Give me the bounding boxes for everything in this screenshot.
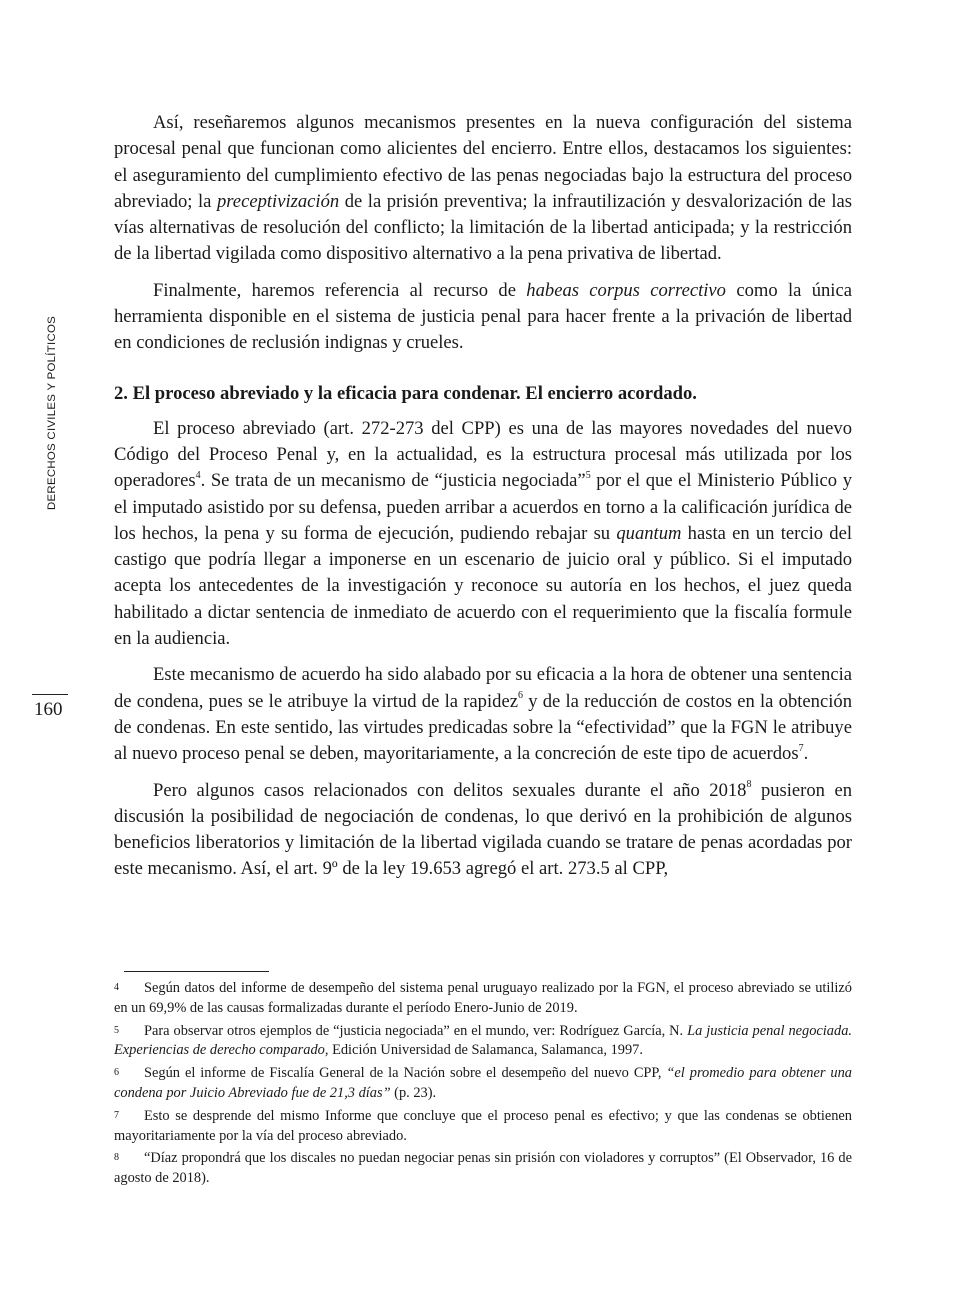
p3-italic: quantum: [616, 522, 682, 544]
footnote-8: [114, 1149, 852, 1189]
p5-text-a: Pero algunos casos relacionados con delitos sexuales durante el año 2018: [153, 779, 747, 801]
p3-text-d: hasta en un tercio del castigo que podría llegar a imponerse en un escenario de juicio oral y público. Si el imputado acepta los antecedentes de la investigación y reconoce su autoría en los hechos, el juez queda habilitado a dictar sentencia de inmediato de acuerdo con el requerimiento que la fiscalía formule en la audiencia.: [114, 522, 852, 650]
footnote-italic: La justicia penal negociada. Experiencias de derecho comparado: [114, 1022, 852, 1059]
footnote-5: [114, 1022, 852, 1062]
paragraph-5: [114, 778, 852, 883]
footnote-text: Según datos del informe de desempeño del sistema penal uruguayo realizado por la FGN, el proceso abreviado se utilizó en un 69,9% de las causas formalizadas durante el período Enero-Junio de 2019.: [114, 980, 852, 1016]
footnote-6: [114, 1064, 852, 1104]
page-number-rule: [32, 694, 68, 695]
section-heading: 2. El proceso abreviado y la eficacia para condenar. El encierro acordado.: [114, 382, 697, 404]
footnote-text-end: , Edición Universidad de Salamanca, Salamanca, 1997.: [324, 1042, 643, 1059]
p1-text-b: de la prisión preventiva; la infrautilización y desvalorización de las vías alternativas de resolución del conflicto; la limitación de la libertad anticipada; y la restricción de la libertad vigilada como dispositivo alternativo a la pena privativa de libertad.: [114, 190, 852, 265]
p4-text-a: Este mecanismo de acuerdo ha sido alabado por su eficacia a la hora de obtener una sentencia de condena, pues se le atribuye la virtud de la rapidez: [114, 664, 852, 712]
footnote-text: Para observar otros ejemplos de “justicia negociada” en el mundo, ver: Rodríguez García, N.: [144, 1022, 688, 1039]
footnote-ref-7[interactable]: 7: [798, 743, 804, 755]
footnote-ref-5[interactable]: 5: [585, 470, 591, 482]
p2-italic: habeas corpus correctivo: [526, 279, 726, 301]
paragraph-4: [114, 662, 852, 767]
footnote-ref-6[interactable]: 6: [517, 690, 523, 702]
footnote-7: [114, 1107, 852, 1147]
footnote-text: Esto se desprende del mismo Informe que concluye que el proceso penal es efectivo; y que las condenas se obtienen mayoritariamente por la vía del proceso abreviado.: [114, 1107, 852, 1144]
footnote-ref-4[interactable]: 4: [195, 470, 201, 482]
footnote-number: 5: [114, 1024, 119, 1036]
footnote-4: [114, 979, 852, 1019]
footnote-number: 4: [114, 982, 119, 993]
footnote-number: 8: [114, 1152, 119, 1164]
p1-italic: preceptivización: [216, 190, 340, 212]
p3-text-a: El proceso abreviado (art. 272-273 del CPP) es una de las mayores novedades del nuevo Código del Proceso Penal y, en la actualidad, es la estructura procesal más utilizada por los operadores: [114, 417, 852, 492]
footnote-number: 7: [114, 1109, 119, 1121]
footnote-text: “Díaz propondrá que los discales no puedan negociar penas sin prisión con violadores y corruptos” (El Observador, 16 de agosto de 2018).: [114, 1150, 852, 1187]
p2-text-a: Finalmente, haremos referencia al recurso de: [153, 279, 527, 301]
footnotes: [114, 979, 852, 1192]
footnote-number: 6: [114, 1067, 119, 1079]
footnote-text: Según el informe de Fiscalía General de la Nación sobre el desempeño del nuevo CPP,: [144, 1065, 667, 1082]
body-text: [114, 110, 852, 893]
footnote-text-end: (p. 23).: [390, 1084, 437, 1101]
paragraph-1: [114, 110, 852, 268]
running-head: [28, 315, 58, 518]
p2-text-b: como la única herramienta disponible en el sistema de justicia penal para hacer frente a la privación de libertad en condiciones de reclusión indignas y crueles.: [114, 279, 852, 354]
footnote-separator: [124, 971, 269, 972]
footnote-italic: “el promedio para obtener una condena por Juicio Abreviado fue de 21,3 días”: [114, 1065, 852, 1101]
p5-text-b: pusieron en discusión la posibilidad de negociación de condenas, lo que derivó en la prohibición de algunos beneficios liberatorios y limitación de la libertad vigilada cuando se tratare de penas acordadas por este mecanismo. Así, el art. 9º de la ley 19.653 agregó el art. 273.5 al CPP,: [114, 779, 852, 880]
paragraph-3: [114, 416, 852, 653]
p1-text-a: Así, reseñaremos algunos mecanismos presentes en la nueva configuración del sistema procesal penal que funcionan como alicientes del encierro. Entre ellos, destacamos los siguientes: el aseguramiento del cumplimiento efectivo de las penas negociadas bajo la estructura del proceso abreviado; la: [114, 112, 852, 212]
paragraph-2: [114, 278, 852, 357]
p3-text-c: por el que el Ministerio Público y el imputado asistido por su defensa, pueden arribar a acuerdos en torno a la calificación jurídica de los hechos, la pena y su forma de ejecución, pudiendo rebajar su: [114, 470, 853, 544]
running-head-text: DERECHOS CIVILES Y POLÍTICOS: [46, 315, 58, 510]
p4-text-b: y de la reducción de costos en la obtención de condenas. En este sentido, las virtudes predicadas sobre la “efectividad” que la FGN le atribuye al nuevo proceso penal se deben, mayoritariamente, a la concreción de este tipo de acuerdos: [114, 690, 852, 765]
page-number: 160: [34, 699, 63, 720]
p3-text-b: . Se trata de un mecanismo de “justicia negociada”: [200, 470, 586, 492]
p4-text-c: .: [803, 743, 809, 765]
footnote-ref-8[interactable]: 8: [746, 779, 752, 791]
